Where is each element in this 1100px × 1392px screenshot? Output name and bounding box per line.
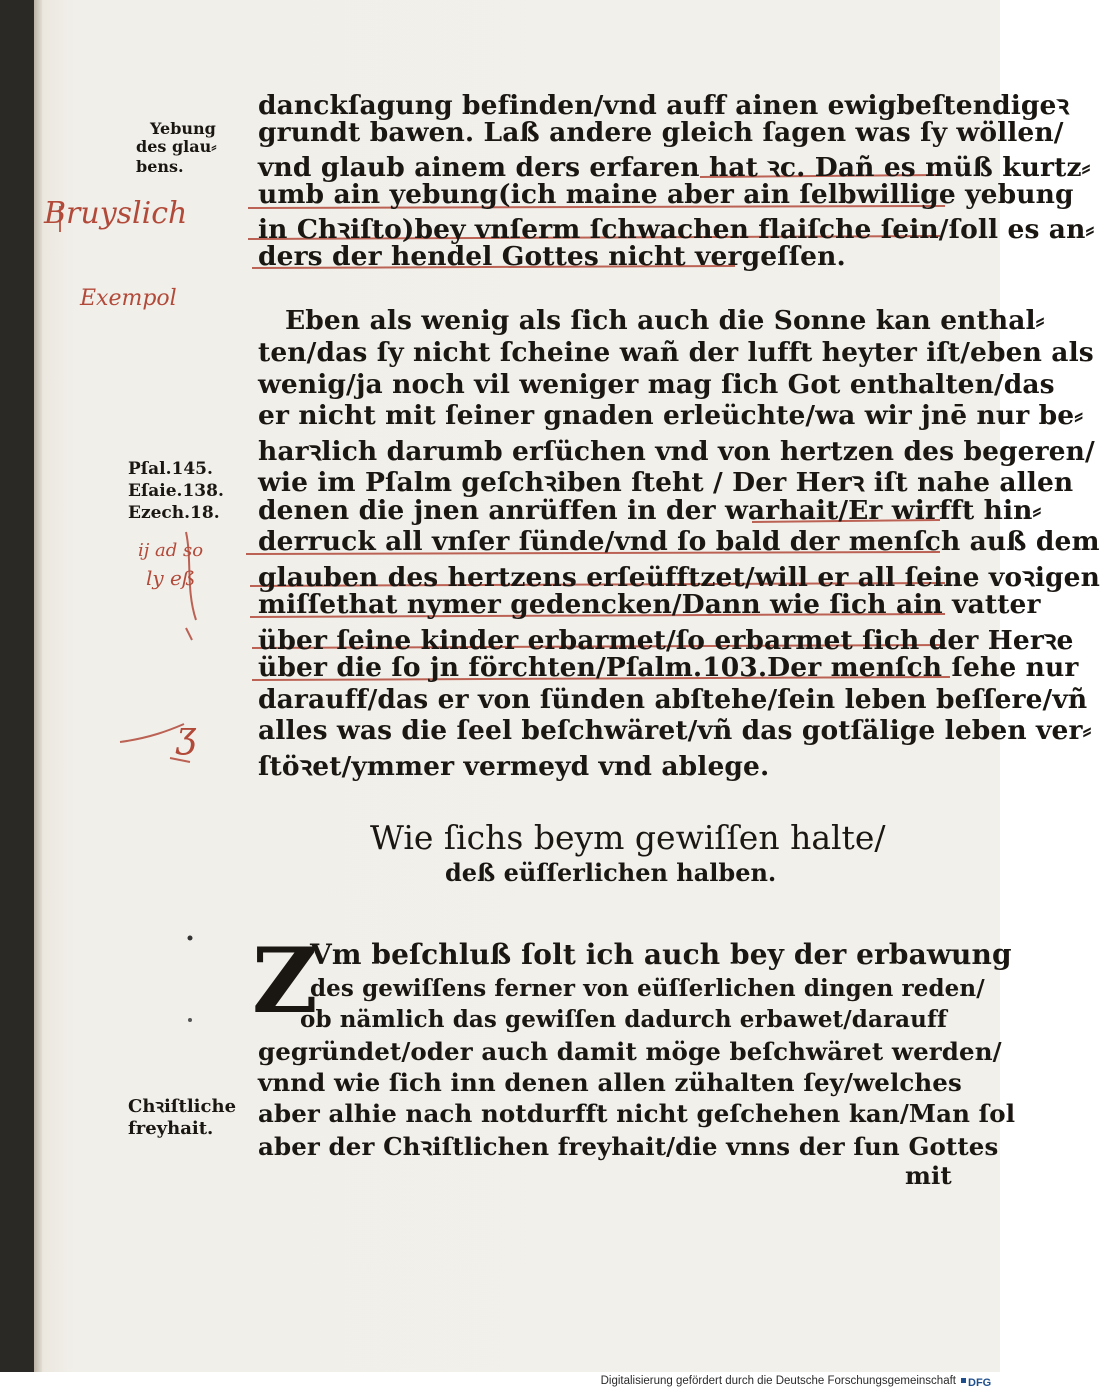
text-line: über die ſo jn förchten/Pſalm.103.Der menſch ſehe nur: [258, 652, 1079, 683]
marginal-line: Ezech.18.: [128, 503, 220, 523]
ink-dot: [188, 936, 193, 941]
text-line: umb ain yebung(ich maine aber ain ſelbwillige yebung: [258, 179, 1074, 210]
text-line: in Chꝛiſto)bey vnſerm ſchwachen flaiſche ſein/ſoll es an⸗: [258, 214, 1095, 245]
text-line: wie im Pſalm geſchꝛiben ſteht / Der Herꝛ iſt nahe allen: [258, 467, 1074, 498]
text-line: er nicht mit ſeiner gnaden erleüchte/wa wir jnē nur be⸗: [258, 400, 1084, 431]
text-line: gegründet/oder auch damit möge beſchwäret werden/: [258, 1037, 1002, 1066]
text-line: aber der Chꝛiſtlichen freyhait/die vnns der ſun Gottes: [258, 1132, 999, 1161]
handwritten-note: ij ad so: [138, 540, 204, 561]
section-subheading: deß eüſſerlichen halben.: [445, 858, 777, 887]
footer-credit-text: Digitalisierung gefördert durch die Deutsche Forschungsgemeinschaft: [600, 1375, 956, 1387]
text-line: des gewiſſens ferner von eüſſerlichen dingen reden/: [310, 975, 985, 1002]
text-line: über ſeine kinder erbarmet/ſo erbarmet ſich der Herꝛe: [258, 625, 1074, 656]
text-line: denen die jnen anrüffen in der warhait/Er wirfft hin⸗: [258, 495, 1042, 526]
handwritten-note: ly eß: [146, 566, 196, 590]
text-line: harꝛlich darumb erſüchen vnd von hertzen des begeren/: [258, 436, 1095, 467]
catchword: mit: [905, 1161, 952, 1190]
marginal-line: Yebung: [150, 119, 216, 138]
text-line: ob nämlich das gewiſſen dadurch erbawet/darauff: [300, 1006, 947, 1033]
text-line: derruck all vnſer ſünde/vnd ſo bald der menſch auß dem: [258, 526, 1100, 557]
text-line: danckſagung befinden/vnd auff ainen ewigbeſtendigeꝛ: [258, 90, 1070, 121]
dfg-logo-text: DFG: [968, 1377, 992, 1389]
section-heading: Wie ſichs beym gewiſſen halte/: [370, 818, 886, 857]
text-line: vnnd wie ſich inn denen allen zühalten ſey/welches: [258, 1068, 962, 1097]
marginal-line: Chꝛiſtliche: [128, 1096, 237, 1117]
text-line: miſſethat nymer gedencken/Dann wie ſich ain vatter: [258, 589, 1041, 620]
marginal-line: Eſaie.138.: [128, 481, 224, 501]
text-line: aber alhie nach notdurfft nicht geſchehen kan/Man ſol: [258, 1099, 1016, 1128]
handwritten-note: ʒ: [176, 715, 197, 756]
text-line: Eben als wenig als ſich auch die Sonne kan enthal⸗: [285, 305, 1045, 336]
text-line: ders der hendel Gottes nicht vergeſſen.: [258, 241, 846, 272]
handwritten-note: Bruyslich: [44, 196, 188, 231]
handwritten-note: Exempol: [80, 286, 177, 311]
marginal-line: freyhait.: [128, 1118, 214, 1139]
marginal-line: Pſal.145.: [128, 459, 213, 479]
marginal-line: bens.: [136, 157, 184, 176]
text-line: glauben des hertzens erſeüfftzet/will er all ſeine voꝛigen: [258, 562, 1100, 593]
text-line: vnd glaub ainem ders erfaren hat ꝛc. Dañ es müß kurtz⸗: [258, 152, 1091, 183]
dfg-logo-icon: [960, 1374, 996, 1389]
text-line: alles was die ſeel beſchwäret/vñ das gotſälige leben ver⸗: [258, 715, 1092, 746]
marginal-line: des glau⸗: [136, 137, 217, 156]
text-line: grundt bawen. Laß andere gleich ſagen was ſy wöllen/: [258, 117, 1064, 148]
ink-dot: [188, 1018, 192, 1022]
text-line: ſtöꝛet/ymmer vermeyd vnd ablege.: [258, 751, 770, 782]
text-line: ten/das ſy nicht ſcheine wañ der lufft heyter iſt/eben als: [258, 337, 1094, 368]
drop-cap-initial: Z: [252, 928, 318, 1034]
text-line: Vm beſchluß ſolt ich auch bey der erbawung: [310, 938, 1012, 971]
text-line: wenig/ja noch vil weniger mag ſich Got enthalten/das: [258, 369, 1055, 400]
text-line: darauff/das er von ſünden abſtehe/ſein leben beſſere/vñ: [258, 684, 1088, 715]
footer-bar: [0, 1372, 1000, 1392]
